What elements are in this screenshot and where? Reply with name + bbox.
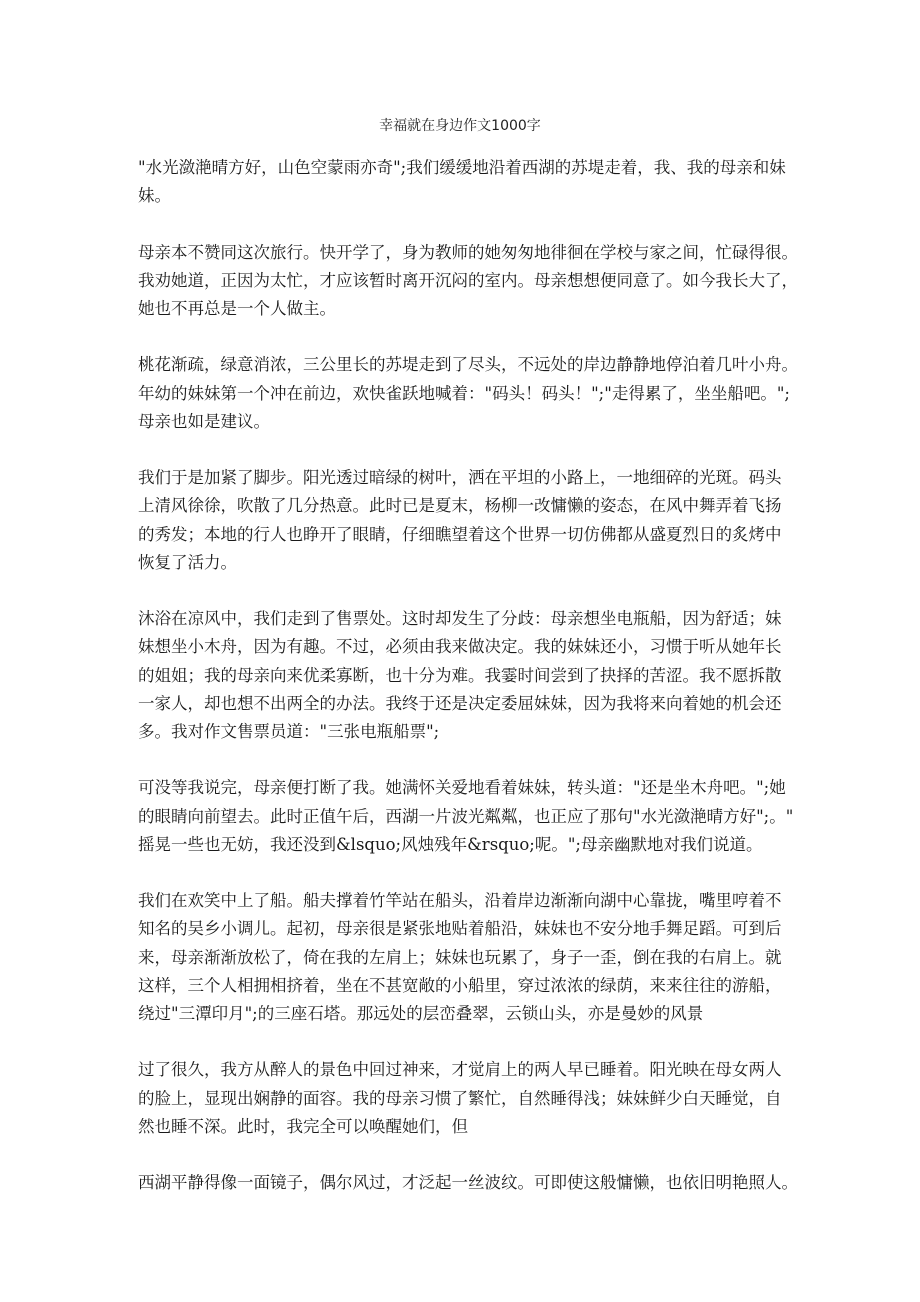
paragraph-line: 多。我对作文售票员道："三张电瓶船票";: [138, 722, 440, 741]
paragraph-line: 恢复了活力。: [138, 552, 237, 572]
paragraph-line: 的眼睛向前望去。此时正值午后，西湖一片波光粼粼，也正应了那句"水光潋滟晴方好";。": [138, 806, 794, 826]
paragraph-line: 摇晃一些也无妨，我还没到&lsquo;风烛残年&rsquo;呢。";母亲幽默地对我们说道。: [138, 834, 763, 854]
paragraph-line: 这样，三个人相拥相挤着，坐在不甚宽敞的小船里，穿过浓浓的绿荫，来来往往的游船，: [138, 975, 782, 995]
paragraph-line: 然也睡不深。此时，我完全可以唤醒她们，但: [138, 1116, 468, 1136]
paragraph-line: 母亲也如是建议。: [138, 411, 270, 431]
paragraph-line: "水光潋滟晴方好，山色空蒙雨亦奇";我们缓缓地沿着西湖的苏堤走着，我、我的母亲和妹: [138, 158, 786, 177]
paragraph-1: [138, 154, 784, 210]
paragraph-line: 我们于是加紧了脚步。阳光透过暗绿的树叶，洒在平坦的小路上，一地细碎的光斑。码头: [138, 468, 782, 488]
paragraph-line: 知名的吴乡小调儿。起初，母亲很是紧张地贴着船沿，妹妹也不安分地手舞足蹈。可到后: [138, 919, 782, 939]
paragraph-line: 沐浴在凉风中，我们走到了售票处。这时却发生了分歧：母亲想坐电瓶船，因为舒适；妹: [138, 609, 782, 629]
paragraph-line: 一家人，却也想不出两全的办法。我终于还是决定委屈妹妹，因为我将来向着她的机会还: [138, 693, 782, 713]
paragraph-line: 的脸上，显现出娴静的面容。我的母亲习惯了繁忙，自然睡得浅；妹妹鲜少白天睡觉，自: [138, 1088, 782, 1108]
document-title: 幸福就在身边作文1000字: [379, 118, 541, 134]
paragraph-6: [138, 774, 794, 859]
paragraph-5: [138, 605, 784, 746]
paragraph-line: 我劝她道，正因为太忙，才应该暂时离开沉闷的室内。母亲想想便同意了。如今我长大了，: [138, 270, 798, 290]
paragraph-line: 的姐姐；我的母亲向来优柔寡断，也十分为难。我霎时间尝到了抉择的苦涩。我不愿拆散: [138, 665, 782, 685]
paragraph-line: 妹想坐小木舟，因为有趣。不过，必须由我来做决定。我的妹妹还小，习惯于听从她年长: [138, 637, 782, 657]
paragraph-line: 年幼的妹妹第一个冲在前边，欢快雀跃地喊着："码头！码头！";"走得累了，坐坐船吧。";: [138, 383, 790, 403]
paragraph-3: [138, 351, 798, 436]
paragraph-line: 来，母亲渐渐放松了，倚在我的左肩上；妹妹也玩累了，身子一歪，倒在我的右肩上。就: [138, 947, 782, 967]
paragraph-line: 桃花渐疏，绿意消浓，三公里长的苏堤走到了尽头，不远处的岸边静静地停泊着几叶小舟。: [138, 355, 798, 375]
paragraph-line: 过了很久，我方从醉人的景色中回过神来，才觉肩上的两人早已睡着。阳光映在母女两人: [138, 1060, 782, 1080]
paragraph-7: [138, 887, 784, 1028]
paragraph-line: 妹。: [138, 186, 171, 206]
paragraph-line: 可没等我说完，母亲便打断了我。她满怀关爱地看着妹妹，转头道："还是坐木舟吧。";她: [138, 778, 786, 798]
paragraph-line: 我们在欢笑中上了船。船夫撑着竹竿站在船头，沿着岸边渐渐向湖中心靠拢，嘴里哼着不: [138, 891, 782, 911]
paragraph-line: 母亲本不赞同这次旅行。快开学了，身为教师的她匆匆地徘徊在学校与家之间，忙碌得很。: [138, 242, 798, 262]
paragraph-line: 的秀发；本地的行人也睁开了眼睛，仔细瞧望着这个世界一切仿佛都从盛夏烈日的炙烤中: [138, 524, 782, 544]
document-body: [138, 154, 798, 1226]
paragraph-line: 西湖平静得像一面镜子，偶尔风过，才泛起一丝波纹。可即使这般慵懒，也依旧明艳照人。: [138, 1173, 798, 1193]
paragraph-line: 上清风徐徐，吹散了几分热意。此时已是夏末，杨柳一改慵懒的姿态，在风中舞弄着飞扬: [138, 496, 782, 516]
paragraph-2: [138, 239, 798, 324]
paragraph-line: 绕过"三潭印月";的三座石塔。那远处的层峦叠翠，云锁山头，亦是曼妙的风景: [138, 1004, 704, 1023]
paragraph-8: [138, 1056, 784, 1141]
paragraph-4: [138, 464, 784, 577]
paragraph-line: 她也不再总是一个人做主。: [138, 299, 336, 318]
paragraph-9: [138, 1169, 798, 1197]
